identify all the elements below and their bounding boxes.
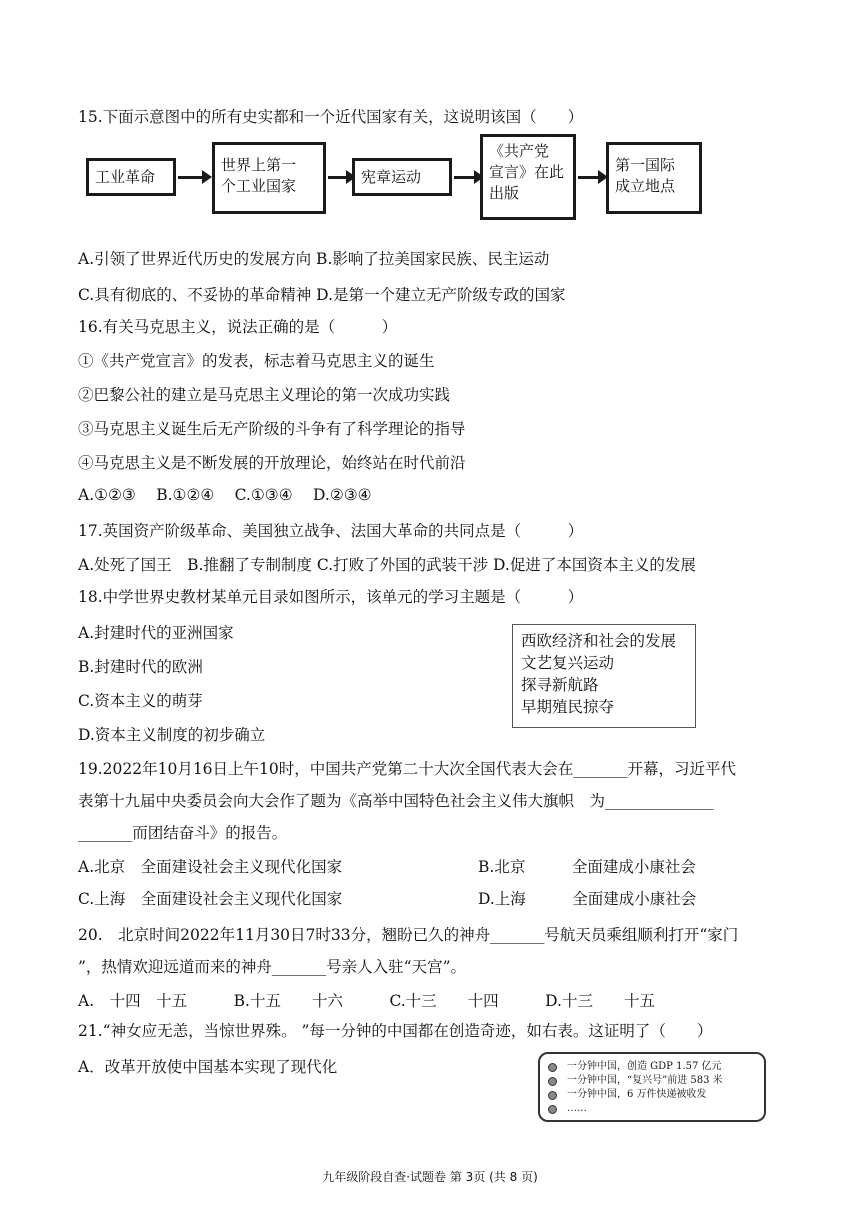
minute-row: …… bbox=[548, 1102, 756, 1116]
q18-unit-contents-box bbox=[512, 624, 696, 728]
q20-line-1: 20. 北京时间2022年11月30日7时33分，翘盼已久的神舟_______号航天员乘组顺利打开“家门 bbox=[78, 926, 739, 944]
q16-statement-3: ③马克思主义诞生后无产阶级的斗争有了科学理论的指导 bbox=[78, 420, 466, 438]
q21-stem: 21.“神女应无恙，当惊世界殊。 ”每一分钟的中国都在创造奇迹，如右表。这证明了（ ） bbox=[78, 1022, 713, 1040]
flow-arrow bbox=[454, 176, 476, 179]
q18-option-c: C.资本主义的萌芽 bbox=[78, 692, 203, 710]
q21-option-a: A．改革开放使中国基本实现了现代化 bbox=[78, 1058, 338, 1076]
q21-minute-table bbox=[538, 1052, 766, 1122]
q16-statement-4: ④马克思主义是不断发展的开放理论，始终站在时代前沿 bbox=[78, 454, 466, 472]
unit-item: 文艺复兴运动 bbox=[521, 654, 615, 672]
page-footer: 九年级阶段自查·试题卷 第 3页 (共 8 页) bbox=[322, 1170, 538, 1184]
q20-line-2: ”，热情欢迎远道而来的神舟_______号亲人入驻“天宫”。 bbox=[78, 958, 467, 976]
q20-options: A. 十四 十五 B.十五 十六 C.十三 十四 D.十三 十五 bbox=[78, 992, 655, 1010]
q18-option-d: D.资本主义制度的初步确立 bbox=[78, 726, 266, 744]
flow-box-first-industrial-nation: 世界上第一 个工业国家 bbox=[212, 142, 326, 214]
q16-statement-1: ①《共产党宣言》的发表，标志着马克思主义的诞生 bbox=[78, 352, 435, 370]
q19-option-d: D.上海 全面建成小康社会 bbox=[478, 890, 697, 908]
bullet-icon bbox=[548, 1063, 557, 1072]
flow-box-chartist-movement: 宪章运动 bbox=[352, 158, 452, 196]
flow-arrow bbox=[328, 176, 348, 179]
q19-option-a: A.北京 全面建设社会主义现代化国家 bbox=[78, 858, 343, 876]
q17-options: A.处死了国王 B.推翻了专制制度 C.打败了外国的武装干涉 D.促进了本国资本主义的发展 bbox=[78, 556, 696, 574]
bullet-icon bbox=[548, 1105, 557, 1114]
q15-options-ab: A.引领了世界近代历史的发展方向 B.影响了拉美国家民族、民主运动 bbox=[78, 250, 550, 268]
q19-line-1: 19.2022年10月16日上午10时，中国共产党第二十大次全国代表大会在_______开幕，习近平代 bbox=[78, 760, 737, 778]
flow-box-first-international: 第一国际 成立地点 bbox=[606, 142, 702, 214]
flow-arrow bbox=[178, 176, 204, 179]
q15-flow-diagram bbox=[80, 140, 710, 220]
flow-box-industrial-revolution: 工业革命 bbox=[86, 158, 176, 196]
q16-statement-2: ②巴黎公社的建立是马克思主义理论的第一次成功实践 bbox=[78, 386, 451, 404]
q19-option-c: C.上海 全面建设社会主义现代化国家 bbox=[78, 890, 343, 908]
q19-line-3: _______而团结奋斗》的报告。 bbox=[78, 824, 288, 842]
q15-options-cd: C.具有彻底的、不妥协的革命精神 D.是第一个建立无产阶级专政的国家 bbox=[78, 286, 566, 304]
unit-item: 早期殖民掠夺 bbox=[521, 698, 615, 716]
q16-options: A.①②③ B.①②④ C.①③④ D.②③④ bbox=[78, 486, 372, 504]
unit-item: 西欧经济和社会的发展 bbox=[521, 632, 677, 650]
q18-option-b: B.封建时代的欧洲 bbox=[78, 658, 203, 676]
q16-stem: 16.有关马克思主义，说法正确的是（ ） bbox=[78, 318, 398, 336]
q19-option-b: B.北京 全面建成小康社会 bbox=[478, 858, 696, 876]
q15-stem: 15.下面示意图中的所有史实都和一个近代国家有关，这说明该国（ ） bbox=[78, 108, 584, 126]
flow-box-communist-manifesto: 《共产党 宣言》在此 出版 bbox=[480, 134, 576, 220]
flow-arrow bbox=[578, 176, 600, 179]
q18-option-a: A.封建时代的亚洲国家 bbox=[78, 624, 234, 642]
bullet-icon bbox=[548, 1091, 557, 1100]
minute-row: 一分钟中国，创造 GDP 1.57 亿元 bbox=[548, 1060, 756, 1074]
minute-row: 一分钟中国，“复兴号”前进 583 米 bbox=[548, 1074, 756, 1088]
q18-stem: 18.中学世界史教材某单元目录如图所示，该单元的学习主题是（ ） bbox=[78, 588, 584, 606]
unit-item: 探寻新航路 bbox=[521, 676, 599, 694]
minute-row: 一分钟中国，6 万件快递被收发 bbox=[548, 1088, 756, 1102]
q17-stem: 17.英国资产阶级革命、美国独立战争、法国大革命的共同点是（ ） bbox=[78, 522, 584, 540]
bullet-icon bbox=[548, 1077, 557, 1086]
q19-line-2: 表第十九届中央委员会向大会作了题为《高举中国特色社会主义伟大旗帜 为______________ bbox=[78, 792, 714, 810]
